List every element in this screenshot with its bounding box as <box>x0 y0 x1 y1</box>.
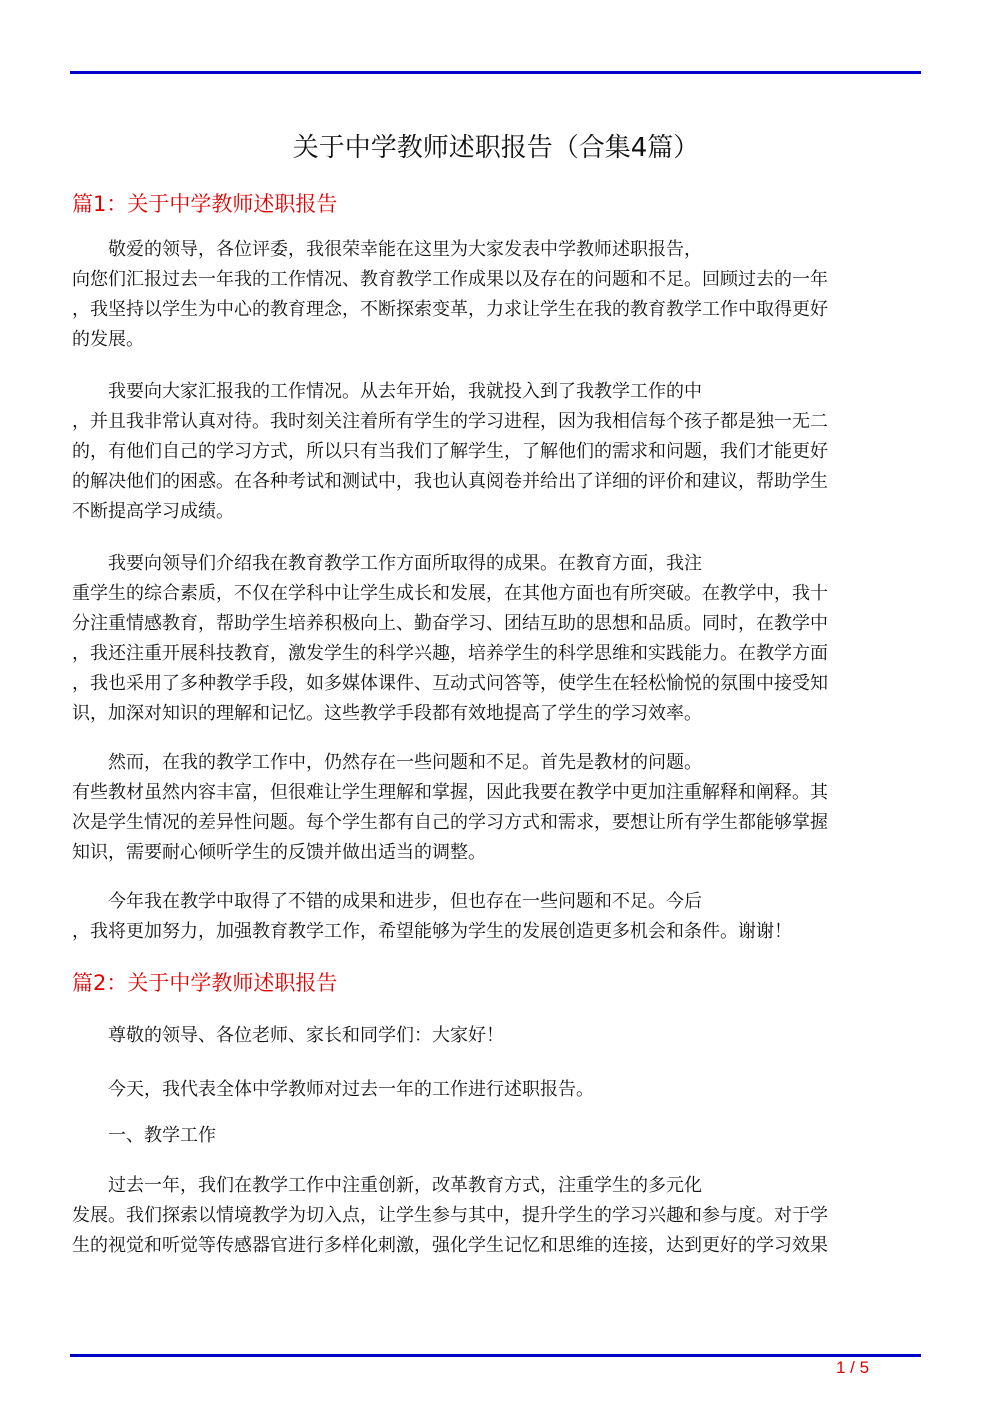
paragraph <box>72 1121 923 1151</box>
paragraph <box>72 1075 923 1105</box>
text-line: 然而，在我的教学工作中，仍然存在一些问题和不足。首先是教材的问题。 <box>108 752 702 773</box>
paragraph <box>72 748 923 868</box>
paragraph <box>72 1021 923 1051</box>
paragraph <box>72 887 923 947</box>
text-line: 今天，我代表全体中学教师对过去一年的工作进行述职报告。 <box>108 1079 594 1100</box>
text-line: 次是学生情况的差异性问题。每个学生都有自己的学习方式和需求，要想让所有学生都能够掌握 <box>72 812 828 833</box>
paragraph <box>72 377 923 527</box>
page-number: 1 / 5 <box>836 1358 870 1377</box>
text-line: 不断提高学习成绩。 <box>72 501 234 522</box>
footer-rule <box>70 1354 921 1357</box>
header-rule <box>70 71 921 74</box>
paragraph <box>72 1171 923 1261</box>
text-line: 的解决他们的困惑。在各种考试和测试中，我也认真阅卷并给出了详细的评价和建议，帮助学生 <box>72 471 828 492</box>
text-line: 有些教材虽然内容丰富，但很难让学生理解和掌握，因此我要在教学中更加注重解释和阐释。其 <box>72 782 828 803</box>
text-line: 发展。我们探索以情境教学为切入点，让学生参与其中，提升学生的学习兴趣和参与度。对于学 <box>72 1205 828 1226</box>
text-line: 知识，需要耐心倾听学生的反馈并做出适当的调整。 <box>72 842 486 863</box>
text-line: 识，加深对知识的理解和记忆。这些教学手段都有效地提高了学生的学习效率。 <box>72 703 702 724</box>
text-line: 的发展。 <box>72 329 144 350</box>
paragraph <box>72 235 923 355</box>
text-line: ，我还注重开展科技教育，激发学生的科学兴趣，培养学生的科学思维和实践能力。在教学方面 <box>72 643 828 664</box>
section-heading: 篇1：关于中学教师述职报告 <box>72 192 338 216</box>
text-line: 我要向大家汇报我的工作情况。从去年开始，我就投入到了我教学工作的中 <box>108 381 702 402</box>
text-line: ，我将更加努力，加强教育教学工作，希望能够为学生的发展创造更多机会和条件。谢谢！ <box>72 921 792 942</box>
document-title: 关于中学教师述职报告（合集4篇） <box>292 133 700 163</box>
text-line: ，我也采用了多种教学手段，如多媒体课件、互动式问答等，使学生在轻松愉悦的氛围中接受知 <box>72 673 828 694</box>
text-line: 重学生的综合素质，不仅在学科中让学生成长和发展，在其他方面也有所突破。在教学中，我十 <box>72 583 828 604</box>
text-line: 向您们汇报过去一年我的工作情况、教育教学工作成果以及存在的问题和不足。回顾过去的一年 <box>72 269 828 290</box>
text-line: 今年我在教学中取得了不错的成果和进步，但也存在一些问题和不足。今后 <box>108 891 702 912</box>
text-line: 过去一年，我们在教学工作中注重创新，改革教育方式，注重学生的多元化 <box>108 1175 702 1196</box>
text-line: 尊敬的领导、各位老师、家长和同学们：大家好！ <box>108 1025 504 1046</box>
text-line: 分注重情感教育，帮助学生培养积极向上、勤奋学习、团结互助的思想和品质。同时，在教学中 <box>72 613 828 634</box>
text-line: ，并且我非常认真对待。我时刻关注着所有学生的学习进程，因为我相信每个孩子都是独一无二 <box>72 411 828 432</box>
paragraph <box>72 549 923 729</box>
text-line: 我要向领导们介绍我在教育教学工作方面所取得的成果。在教育方面，我注 <box>108 553 702 574</box>
text-line: 的，有他们自己的学习方式，所以只有当我们了解学生，了解他们的需求和问题，我们才能更好 <box>72 441 828 462</box>
text-line: 一、教学工作 <box>108 1125 216 1146</box>
section-heading: 篇2：关于中学教师述职报告 <box>72 971 338 995</box>
text-line: 生的视觉和听觉等传感器官进行多样化刺激，强化学生记忆和思维的连接，达到更好的学习效果 <box>72 1235 828 1256</box>
text-line: 敬爱的领导，各位评委，我很荣幸能在这里为大家发表中学教师述职报告， <box>108 239 702 260</box>
text-line: ，我坚持以学生为中心的教育理念，不断探索变革，力求让学生在我的教育教学工作中取得更好 <box>72 299 828 320</box>
